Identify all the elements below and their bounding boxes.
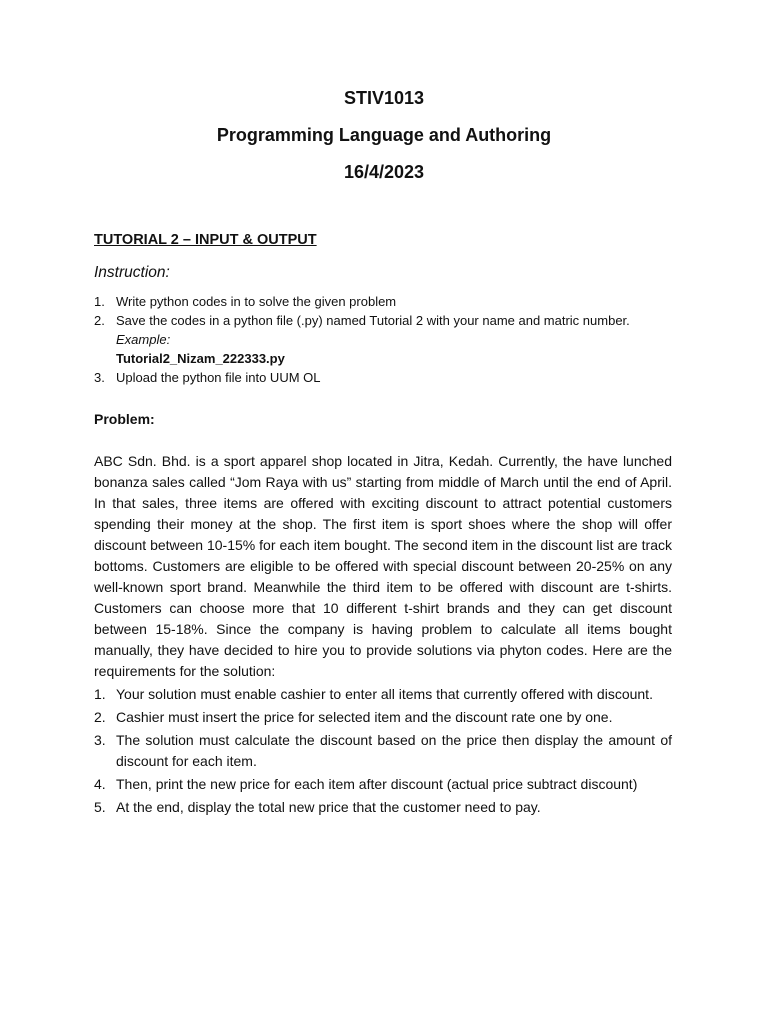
requirement-text: The solution must calculate the discount based on the price then display the amount of discount for each item. [116,732,672,769]
requirement-number: 3. [94,732,106,748]
requirement-number: 2. [94,709,106,725]
problem-paragraph: ABC Sdn. Bhd. is a sport apparel shop located in Jitra, Kedah. Currently, the have lunched bonanza sales called “Jom Raya with us” starting from middle of March until the end of April. In that sales, three items are offered with exciting discount to attract potential customers spending their money at the shop. The first item is sport shoes where the shop will offer discount between 10-15% for each item bought. The second item in the discount list are track bottoms. Customers are eligible to be offered with special discount between 20-25% on any well-known sport brand. Meanwhile the third item to be offered with discount are t-shirts. Customers can choose more that 10 different t-shirt brands and they can get discount between 15-18%. Since the company is having problem to calculate all items bought manually, they have decided to hire you to provide solutions via phyton codes. Here are the requirements for the solution: [94,453,672,679]
tutorial-title: TUTORIAL 2 – INPUT & OUTPUT [94,232,317,248]
instruction-item [94,311,672,368]
requirement-item [94,684,672,705]
requirement-item [94,707,672,728]
requirement-item [94,774,672,795]
instruction-text: Upload the python file into UUM OL [116,370,321,385]
requirement-number: 5. [94,799,106,815]
problem-label: Problem: [94,411,155,427]
requirement-item [94,730,672,772]
instruction-number: 1. [94,294,105,309]
instruction-text: Save the codes in a python file (.py) named Tutorial 2 with your name and matric number. [116,313,630,328]
instruction-item [94,368,672,387]
requirements-list [94,684,672,818]
instruction-number: 3. [94,370,105,385]
course-name: Programming Language and Authoring [216,125,552,145]
requirement-text: Cashier must insert the price for selected item and the discount rate one by one. [116,709,613,725]
requirement-text: Then, print the new price for each item after discount (actual price subtract discount) [116,776,638,792]
requirement-text: At the end, display the total new price that the customer need to pay. [116,799,541,815]
requirement-number: 4. [94,776,106,792]
instruction-list [94,292,672,387]
document-body [94,230,672,818]
instruction-label: Instruction: [94,264,170,281]
instruction-text: Write python codes in to solve the given problem [116,294,397,309]
example-label: Example: [116,332,171,347]
example-filename: Tutorial2_Nizam_222333.py [116,351,285,366]
course-code: STIV1013 [343,88,425,108]
instruction-item [94,292,672,311]
document-header [0,88,768,199]
document-date: 16/4/2023 [343,162,425,182]
requirement-text: Your solution must enable cashier to enter all items that currently offered with discount. [116,686,653,702]
requirement-number: 1. [94,686,106,702]
requirement-item [94,797,672,818]
instruction-number: 2. [94,313,105,328]
